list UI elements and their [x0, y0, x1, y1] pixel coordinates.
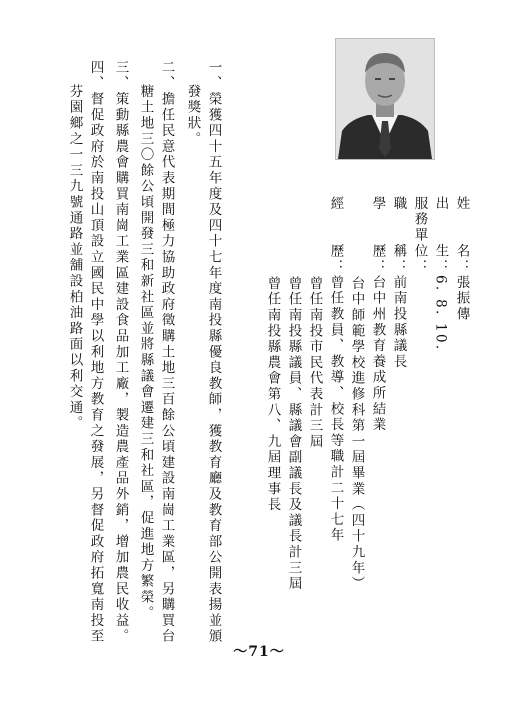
- edu-value-2: 台中師範學校進修科第一屆畢業（四十九年）: [348, 276, 365, 592]
- exp-value-2: 曾任南投市民代表計三屆: [306, 276, 323, 450]
- portrait-figure: [336, 39, 434, 159]
- exp-value-3: 曾任南投縣議員、縣議會副議長及議長計三屆: [285, 276, 302, 592]
- deed-4-line-2: 芬園鄉之一三九號通路並舖設柏油路面以利交通。: [66, 84, 83, 432]
- exp-line-4: [265, 276, 279, 513]
- name-label: 姓 名：: [453, 196, 470, 275]
- name-value: 張振傳: [453, 275, 470, 323]
- title-value: 前南投縣議長: [390, 275, 407, 370]
- exp-line-1: [328, 196, 342, 544]
- exp-line-2: [307, 276, 321, 450]
- exp-line-3: [286, 276, 300, 592]
- birth-label: 出 生：: [432, 196, 449, 275]
- exp-value-4: 曾任南投縣農會第八、九屆理事長: [264, 276, 281, 513]
- page-number: ～71～: [233, 644, 285, 660]
- edu-label: 學 歷：: [369, 196, 386, 275]
- unit-line: [412, 196, 426, 275]
- birth-line: [433, 196, 447, 352]
- deed-3-line-1: 三、策動縣農會購買南崗工業區建設食品加工廠，製造農產品外銷，增加農民收益。: [112, 60, 129, 645]
- deed-1-line-1: 一、榮獲四十五年度及四十七年度南投縣優良教師，獲教育廳及教育部公開表揚並頒: [205, 60, 222, 645]
- exp-value-1: 曾任教員、教導、校長等職計二十七年: [327, 275, 344, 544]
- deed-4-line-1: 四、督促政府於南投山頂設立國民中學以利地方教育之發展，另督促政府拓寬南投至: [87, 60, 104, 645]
- title-label: 職 稱：: [390, 196, 407, 275]
- unit-label: 服務單位：: [411, 196, 428, 275]
- title-line: [391, 196, 405, 370]
- portrait-photo: [335, 38, 435, 160]
- birth-value: 6. 8. 10.: [432, 275, 449, 352]
- deed-1-line-2: 發獎狀。: [184, 84, 201, 148]
- edu-line-2: [349, 276, 363, 592]
- deed-2-line-2: 糖土地三〇餘公頃開發三和新社區並將縣議會遷建三和社區，促進地方繁榮。: [137, 84, 154, 622]
- name-line: [454, 196, 468, 322]
- edu-value-1: 台中州教育養成所結業: [369, 275, 386, 433]
- edu-line-1: [370, 196, 384, 433]
- deed-2-line-1: 二、擔任民意代表期間極力協助政府徵購土地三百餘公頃建設南崗工業區，另購買台: [158, 60, 175, 645]
- exp-label: 經 歷：: [327, 196, 344, 275]
